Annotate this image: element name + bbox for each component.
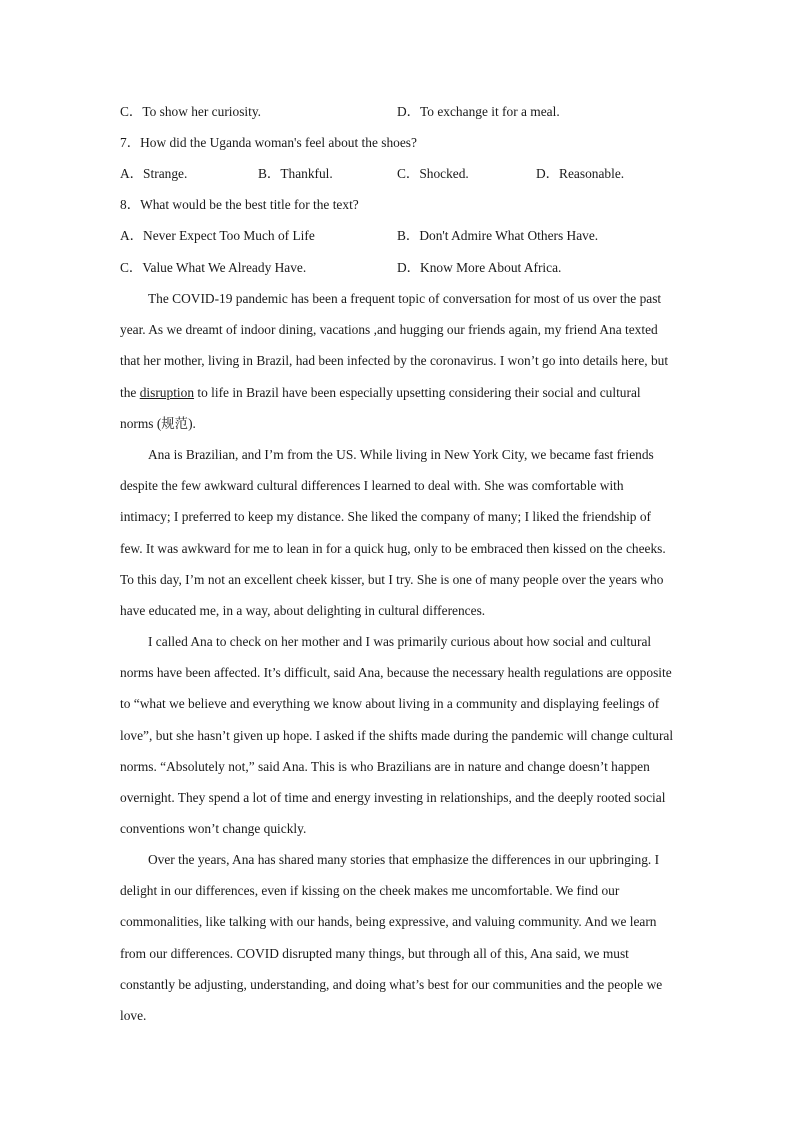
q8-question: 8．What would be the best title for the text?	[120, 197, 359, 212]
q8-option-a: A．Never Expect Too Much of Life	[120, 228, 315, 243]
passage-paragraph-2: Ana is Brazilian, and I’m from the US. While living in New York City, we became fast friends despite the few awkward cultural differences I learned to deal with. She was comfortable with intimacy; I preferred to keep my distance. She liked the company of many; I liked the friendship of few. It was awkward for me to lean in for a quick hug, only to be embraced then kissed on the cheeks. To this day, I’m not an excellent cheek kisser, but I try. She is one of many people over the years who have educated me, in a way, about delighting in cultural differences.	[120, 447, 666, 619]
p1-text-before: The COVID-19 pandemic has been a frequent topic of conversation for most of us over the past year. As we dreamt of indoor dining, vacations ,and hugging our friends again, my friend Ana texted that her mother, living in Brazil, had been infected by the coronavirus. I won’t go into details here, but the	[120, 291, 669, 400]
q8-option-d: D．Know More About Africa.	[397, 260, 562, 275]
p1-text-after: to life in Brazil have been especially upsetting considering their social and cultural norms (规范).	[120, 384, 641, 431]
q7-option-b: B．Thankful.	[258, 166, 333, 181]
q7-option-a: A．Strange.	[120, 166, 188, 181]
q8-option-b: B．Don't Admire What Others Have.	[397, 228, 599, 243]
q8-option-c: C．Value What We Already Have.	[120, 260, 307, 275]
q7-option-c: C．Shocked.	[397, 166, 469, 181]
passage-paragraph-1	[120, 283, 676, 439]
p1-underlined-word: disruption	[139, 384, 195, 400]
q6-option-c: C．To show her curiosity.	[120, 104, 262, 119]
q7-option-d: D．Reasonable.	[536, 166, 625, 181]
q6-option-d: D．To exchange it for a meal.	[397, 104, 560, 119]
passage-paragraph-4: Over the years, Ana has shared many stories that emphasize the differences in our upbringing. I delight in our differences, even if kissing on the cheek makes me uncomfortable. We find our commonalities, like talking with our hands, being expressive, and valuing community. And we learn from our differences. COVID disrupted many things, but through all of this, Ana said, we must constantly be adjusting, understanding, and doing what’s best for our communities and the people we love.	[120, 852, 663, 1024]
q7-question: 7．How did the Uganda woman's feel about the shoes?	[120, 135, 417, 150]
passage-paragraph-3: I called Ana to check on her mother and I was primarily curious about how social and cultural norms have been affected. It’s difficult, said Ana, because the necessary health regulations are opposite to “what we believe and everything we know about living in a community and displaying feelings of love”, but she hasn’t given up hope. I asked if the shifts made during the pandemic will change cultural norms. “Absolutely not,” said Ana. This is who Brazilians are in nature and change doesn’t happen overnight. They spend a lot of time and energy investing in relationships, and the deeply rooted social conventions won’t change quickly.	[120, 634, 674, 837]
